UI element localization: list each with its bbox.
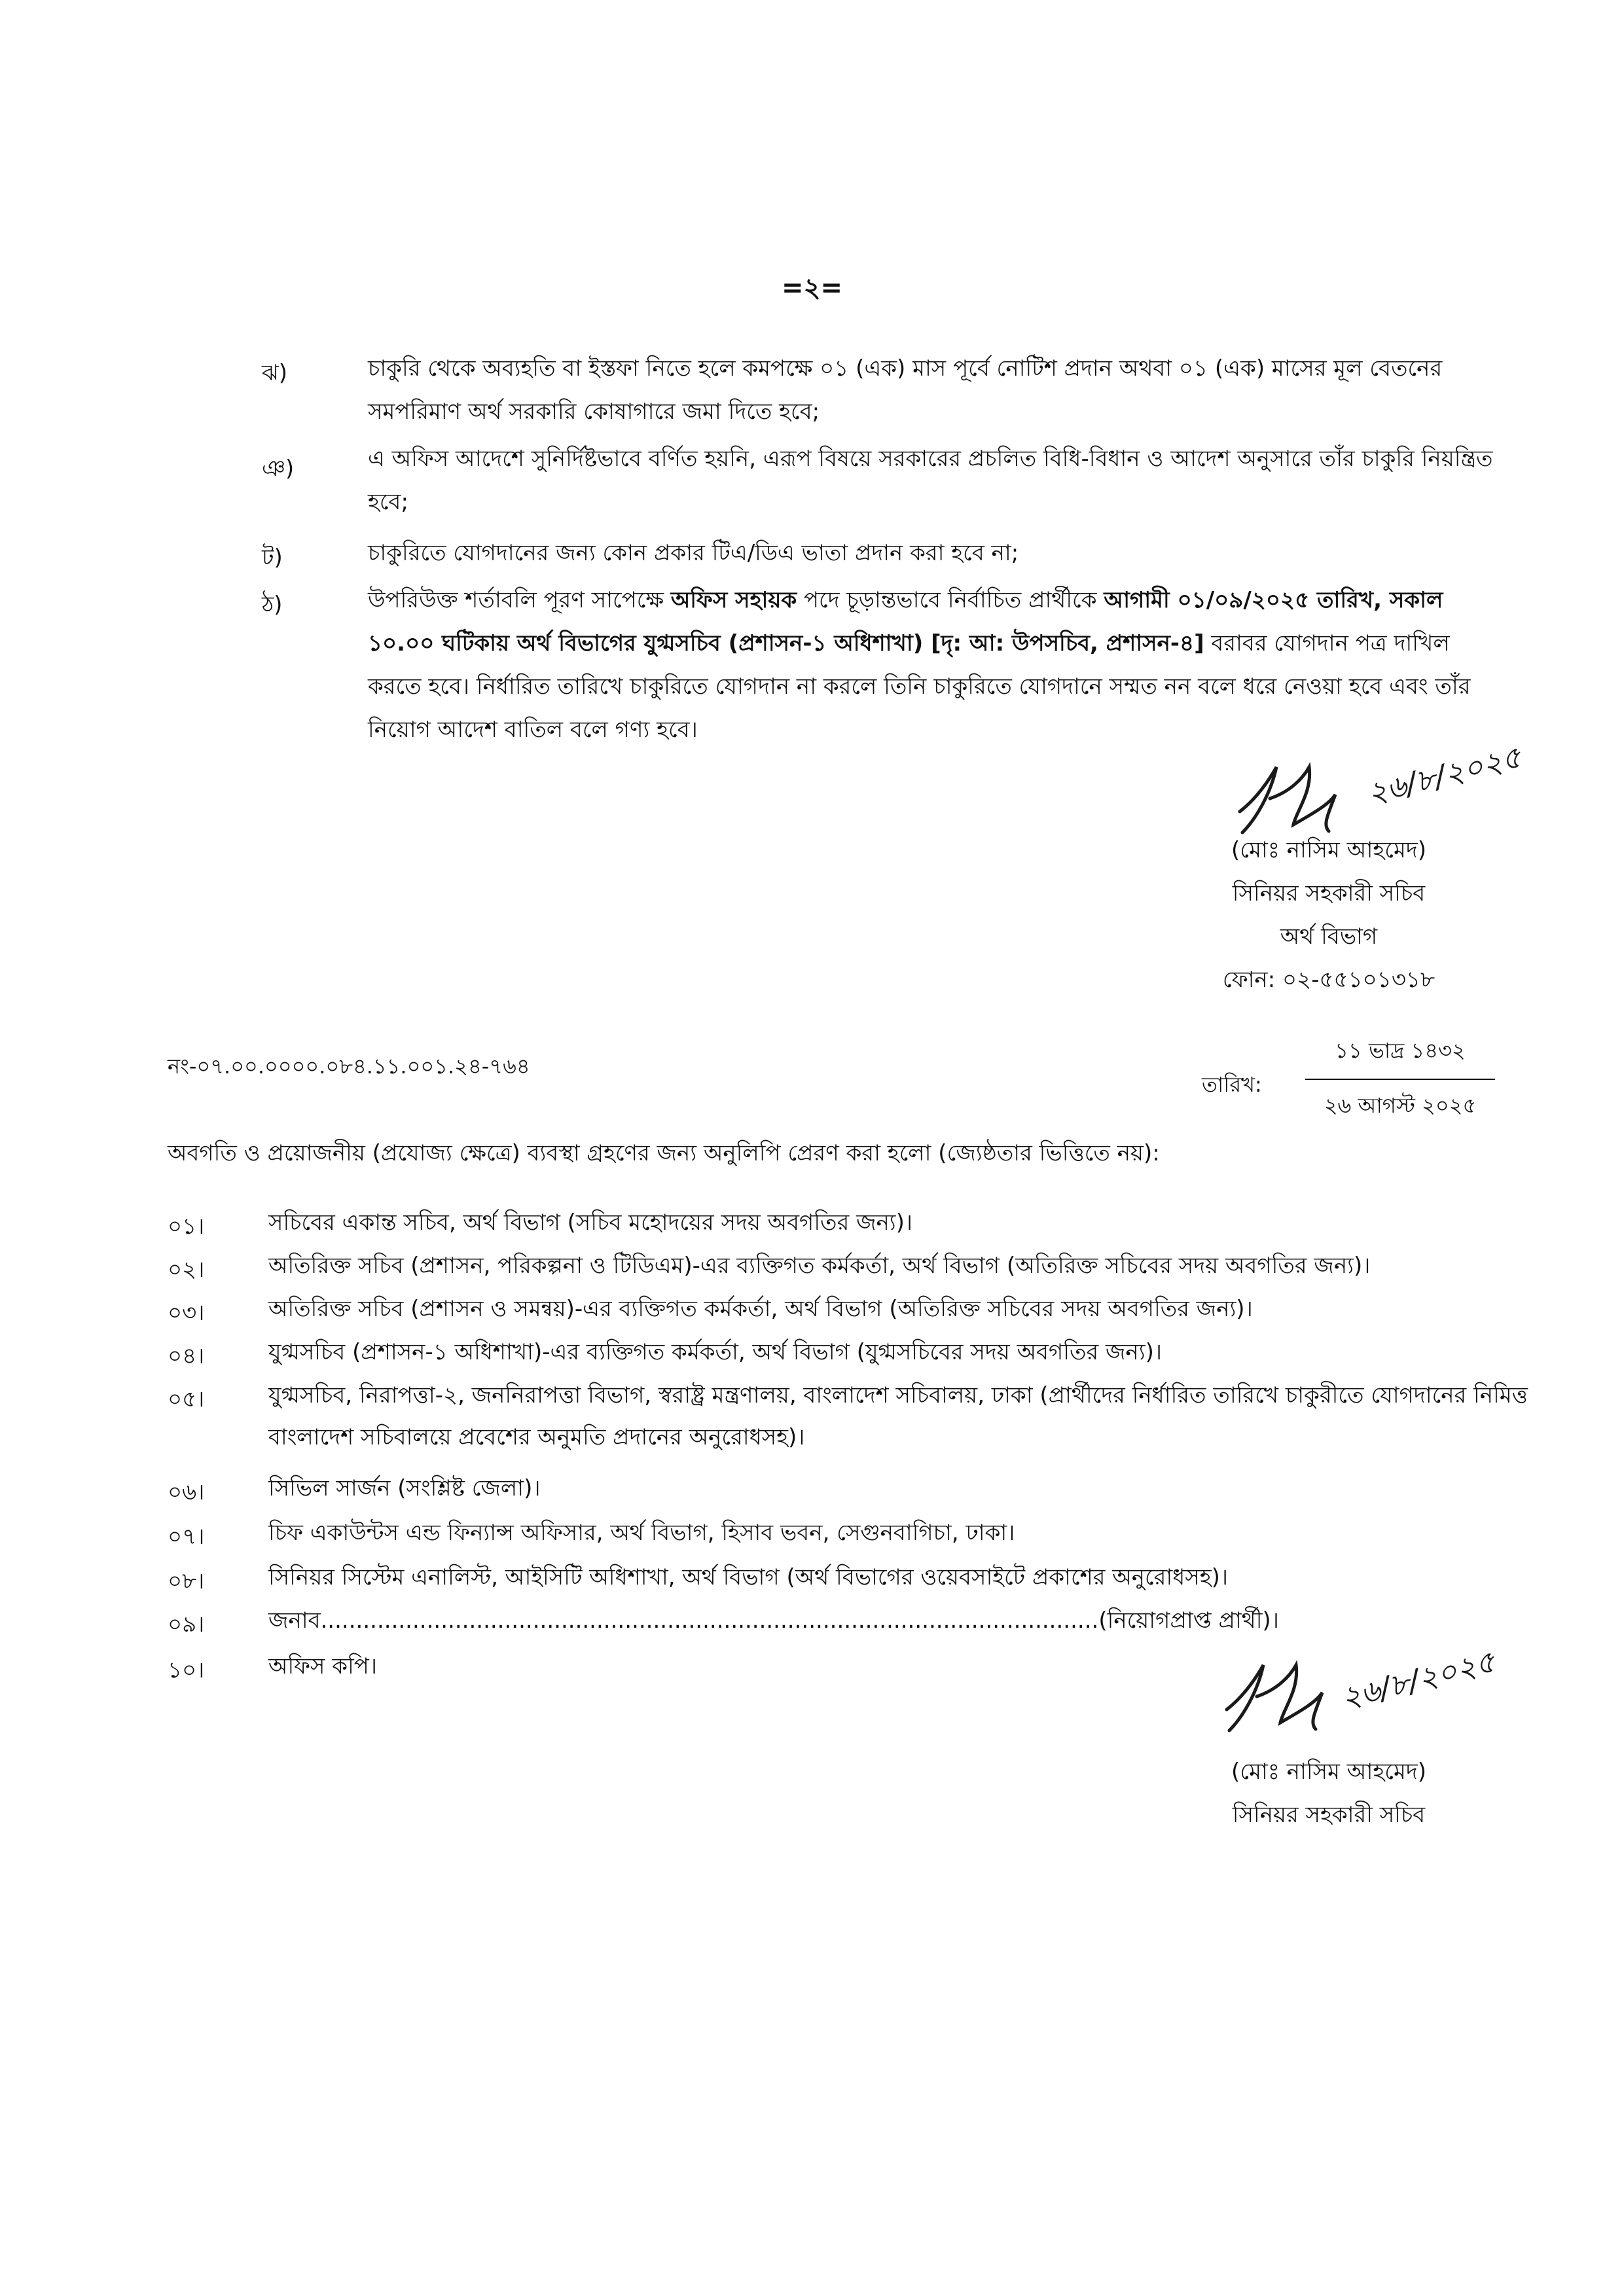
list-text: অতিরিক্ত সচিব (প্রশাসন, পরিকল্পনা ও টিডিএম)-এর ব্যক্তিগত কর্মকর্তা, অর্থ বিভাগ (অতিরিক্ত সচিবের সদয় অবগতির জন্য)। bbox=[268, 1253, 1371, 1279]
joining-date-place: আগামী ০১/০৯/২০২৫ তারিখ, সকাল ১০.০০ ঘটিকায় অর্থ বিভাগের যুগ্মসচিব (প্রশাসন-১ অধিশাখা) [দৃ: আ: উপসচিব, প্রশাসন-৪] bbox=[368, 587, 1443, 656]
signature-date: ২৬/৮/২০২৫ bbox=[1337, 1643, 1499, 1716]
page-number: =২= bbox=[781, 273, 843, 303]
list-number: ০৬। bbox=[168, 1479, 205, 1505]
signatory-designation: সিনিয়র সহকারী সচিব bbox=[1232, 880, 1426, 906]
list-number: ০৪। bbox=[168, 1343, 205, 1369]
condition-mark: ঝ) bbox=[262, 360, 287, 386]
list-text: সিভিল সার্জন (সংশ্লিষ্ট জেলা)। bbox=[268, 1475, 541, 1501]
date-label: তারিখ: bbox=[1202, 1072, 1262, 1097]
condition-mark: ঠ) bbox=[262, 592, 283, 618]
list-text: চিফ একাউন্টস এন্ড ফিন্যান্স অফিসার, অর্থ বিভাগ, হিসাব ভবন, সেগুনবাগিচা, ঢাকা। bbox=[268, 1520, 1015, 1546]
signatory-name: (মোঃ নাসিম আহমেদ) bbox=[1231, 837, 1426, 863]
text-run: উপরিউক্ত শর্তাবলি পূরণ সাপেক্ষে bbox=[368, 587, 671, 613]
signatory-name: (মোঃ নাসিম আহমেদ) bbox=[1231, 1759, 1426, 1785]
cc-intro: অবগতি ও প্রয়োজনীয় (প্রযোজ্য ক্ষেত্রে) ব্যবস্থা গ্রহণের জন্য অনুলিপি প্রেরণ করা হলো (জ্যেষ্ঠতার ভিত্তিতে নয়): bbox=[168, 1140, 1160, 1166]
date-english: ২৬ আগস্ট ২০২৫ bbox=[1324, 1093, 1477, 1118]
text-run: পদে চূড়ান্তভাবে নির্বাচিত প্রার্থীকে bbox=[797, 587, 1104, 613]
post-name: অফিস সহায়ক bbox=[670, 587, 797, 613]
signatory-phone: ফোন: ০২-৫৫১০১৩১৮ bbox=[1222, 967, 1435, 993]
list-number: ১০। bbox=[168, 1657, 205, 1683]
list-number: ০৮। bbox=[168, 1568, 205, 1594]
condition-text: চাকুরিতে যোগদানের জন্য কোন প্রকার টিএ/ডিএ ভাতা প্রদান করা হবে না; bbox=[368, 540, 1019, 566]
list-text: অফিস কপি। bbox=[268, 1653, 378, 1679]
condition-mark: ট) bbox=[262, 545, 283, 571]
list-number: ০১। bbox=[168, 1213, 205, 1240]
text-run: বরাবর যোগদান পত্র দাখিল করতে হবে। নির্ধারিত তারিখে চাকুরিতে যোগদান না করলে তিনি চাকুরিতে যোগদানে সম্মত নন বলে ধরে নেওয়া হবে এবং তাঁর নিয়োগ আদেশ বাতিল বলে গণ্য হবে। bbox=[368, 630, 1471, 743]
list-text: সিনিয়র সিস্টেম এনালিস্ট, আইসিটি অধিশাখা, অর্থ বিভাগ (অর্থ বিভাগের ওয়েবসাইটে প্রকাশের অনুরোধসহ)। bbox=[268, 1564, 1229, 1590]
list-text: যুগ্মসচিব, নিরাপত্তা-২, জননিরাপত্তা বিভাগ, স্বরাষ্ট্র মন্ত্রণালয়, বাংলাদেশ সচিবালয়, ঢাকা (প্রার্থীদের নির্ধারিত তারিখে চাকুরীতে যোগদানের নিমিত্ত বাংলাদেশ সচিবালয়ে প্রবেশের অনুমতি প্রদানের অনুরোধসহ)। bbox=[268, 1382, 1528, 1450]
list-number: ০২। bbox=[168, 1257, 205, 1283]
signature-block bbox=[1080, 1750, 1578, 1837]
list-number: ০৯। bbox=[168, 1611, 205, 1638]
memo-number: নং-০৭.০০.০০০০.০৮৪.১১.০০১.২৪-৭৬৪ bbox=[168, 1054, 530, 1079]
signatory-department: অর্থ বিভাগ bbox=[1280, 924, 1378, 950]
list-text: অতিরিক্ত সচিব (প্রশাসন ও সমন্বয়)-এর ব্যক্তিগত কর্মকর্তা, অর্থ বিভাগ (অতিরিক্ত সচিবের সদয় অবগতির জন্য)। bbox=[268, 1296, 1253, 1322]
list-text: যুগ্মসচিব (প্রশাসন-১ অধিশাখা)-এর ব্যক্তিগত কর্মকর্তা, অর্থ বিভাগ (যুগ্মসচিবের সদয় অবগতির জন্য)। bbox=[268, 1339, 1162, 1365]
date-box bbox=[1305, 1034, 1495, 1124]
date-bangla: ১১ ভাদ্র ১৪৩২ bbox=[1305, 1034, 1495, 1080]
condition-text: চাকুরি থেকে অব্যহতি বা ইস্তফা নিতে হলে কমপক্ষে ০১ (এক) মাস পূর্বে নোটিশ প্রদান অথবা ০১ (এক) মাসের মূল বেতনের সমপরিমাণ অর্থ সরকারি কোষাগারে জমা দিতে হবে; bbox=[368, 355, 1443, 425]
list-text: জনাব..............................................................................................................(নিয়োগপ্রাপ্ত প্রার্থী)। bbox=[268, 1607, 1279, 1634]
list-number: ০৫। bbox=[168, 1386, 205, 1412]
condition-text-joining bbox=[368, 579, 1507, 751]
list-number: ০৩। bbox=[168, 1300, 205, 1326]
signature-block bbox=[1080, 829, 1578, 1001]
signatory-designation: সিনিয়র সহকারী সচিব bbox=[1232, 1802, 1426, 1828]
list-text: সচিবের একান্ত সচিব, অর্থ বিভাগ (সচিব মহোদয়ের সদয় অবগতির জন্য)। bbox=[268, 1210, 913, 1236]
condition-mark: ঞ) bbox=[262, 456, 295, 482]
condition-text: এ অফিস আদেশে সুনির্দিষ্টভাবে বর্ণিত হয়নি, এরূপ বিষয়ে সরকারের প্রচলিত বিধি-বিধান ও আদেশ অনুসারে তাঁর চাকুরি নিয়ন্ত্রিত হবে; bbox=[368, 446, 1493, 515]
signature-date: ২৬/৮/২০২৫ bbox=[1363, 738, 1525, 812]
list-number: ০৭। bbox=[168, 1524, 205, 1550]
